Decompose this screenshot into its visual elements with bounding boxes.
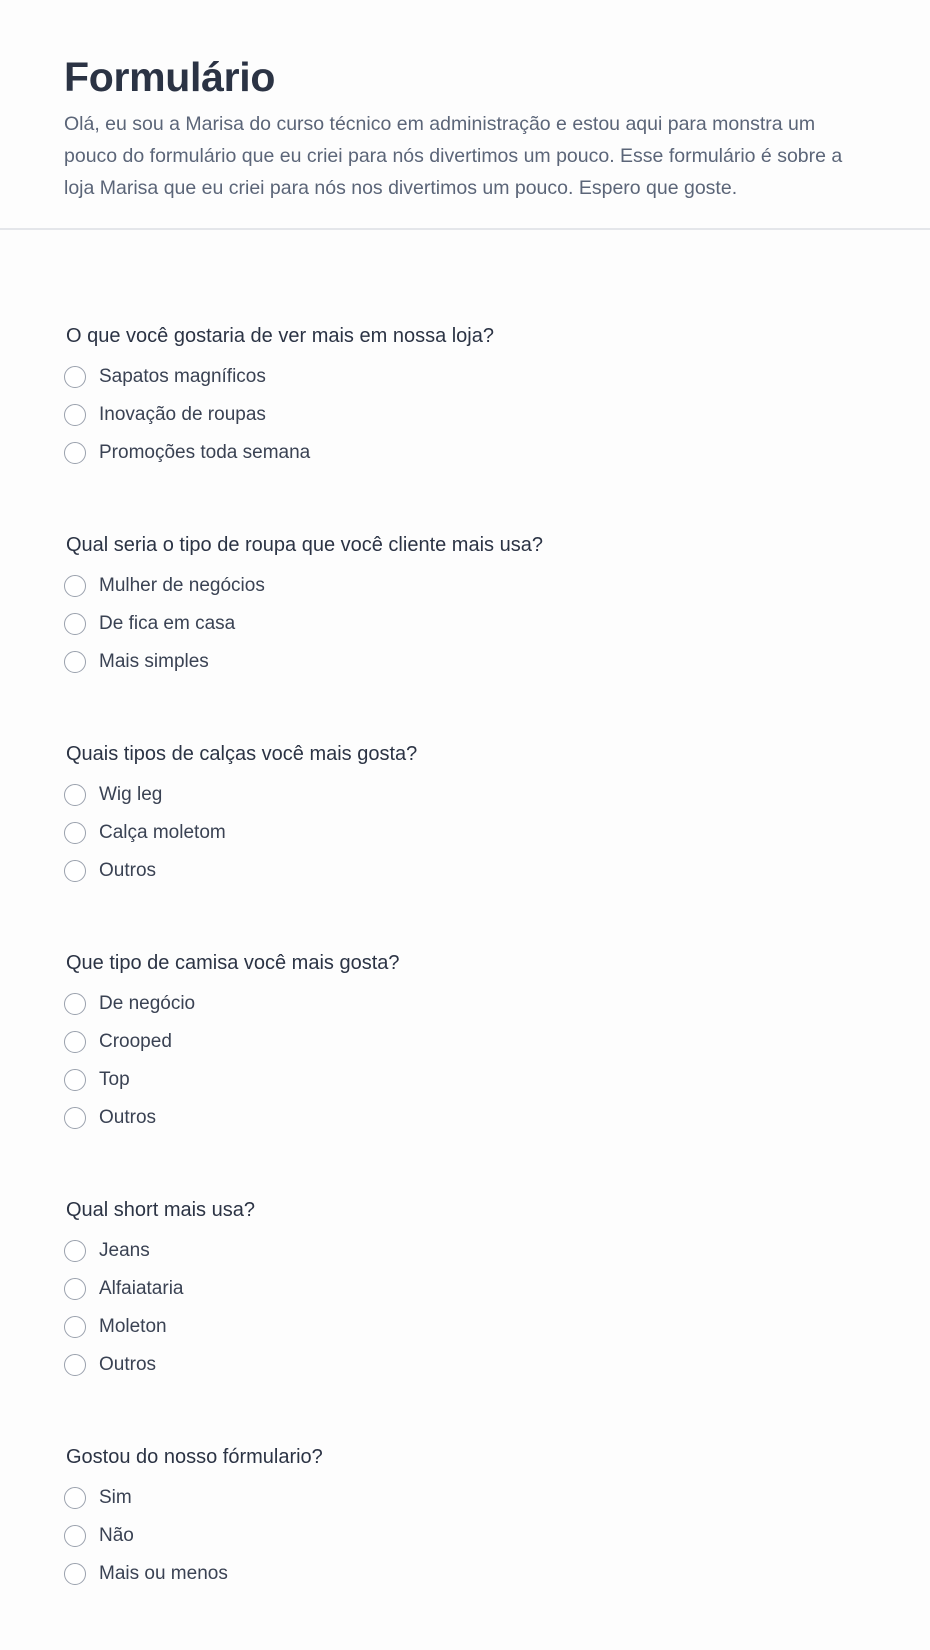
option-row[interactable] [64,1270,884,1308]
question-label: Qual seria o tipo de roupa que você cliente mais usa? [66,534,543,556]
option-label[interactable]: Outros [99,860,157,881]
radio-button[interactable] [64,860,86,882]
option-label[interactable]: De fica em casa [99,613,236,634]
radio-button[interactable] [64,613,86,635]
option-label[interactable]: Crooped [99,1031,172,1052]
radio-button[interactable] [64,1278,86,1300]
radio-button[interactable] [64,1031,86,1053]
form-title: Formulário [64,54,276,100]
radio-button[interactable] [64,1354,86,1376]
option-row[interactable] [64,814,884,852]
option-row[interactable] [64,1308,884,1346]
question-clothing-type [64,529,884,738]
form-description: Olá, eu sou a Marisa do curso técnico em administração e estou aqui para monstra um pouco do formulário que eu criei para nós divertimos um pouco. Esse formulário é sobre a loja Marisa que eu criei para nós nos divertimos um pouco. Espero que goste. [64,113,843,199]
option-row[interactable] [64,776,884,814]
option-row[interactable] [64,1555,884,1593]
question-label: O que você gostaria de ver mais em nossa loja? [66,325,494,347]
option-row[interactable] [64,605,884,643]
radio-button[interactable] [64,1240,86,1262]
radio-button[interactable] [64,1316,86,1338]
option-label[interactable]: Outros [99,1354,157,1375]
option-row[interactable] [64,1346,884,1384]
question-label: Qual short mais usa? [66,1199,255,1221]
option-label[interactable]: Alfaiataria [99,1278,184,1299]
radio-button[interactable] [64,1563,86,1585]
radio-button[interactable] [64,1069,86,1091]
option-row[interactable] [64,1479,884,1517]
option-row[interactable] [64,1023,884,1061]
option-label[interactable]: Wig leg [99,784,163,805]
option-row[interactable] [64,567,884,605]
option-label[interactable]: Outros [99,1107,157,1128]
option-label[interactable]: Calça moletom [99,822,226,843]
question-store-wishes [64,320,884,529]
radio-button[interactable] [64,575,86,597]
option-row[interactable] [64,1517,884,1555]
option-label[interactable]: Sapatos magníficos [99,366,266,387]
question-shirt-type [64,947,884,1194]
radio-button[interactable] [64,822,86,844]
option-label[interactable]: Promoções toda semana [99,442,311,463]
question-form-feedback [64,1441,884,1650]
radio-button[interactable] [64,993,86,1015]
option-row[interactable] [64,396,884,434]
radio-button[interactable] [64,784,86,806]
option-row[interactable] [64,434,884,472]
option-label[interactable]: De negócio [99,993,196,1014]
option-label[interactable]: Mais ou menos [99,1563,228,1584]
radio-button[interactable] [64,1487,86,1509]
option-row[interactable] [64,1232,884,1270]
form-header [0,0,930,230]
option-label[interactable]: Jeans [99,1240,150,1261]
option-label[interactable]: Top [99,1069,130,1090]
radio-button[interactable] [64,404,86,426]
option-row[interactable] [64,1061,884,1099]
option-row[interactable] [64,1099,884,1137]
option-label[interactable]: Moleton [99,1316,167,1337]
option-row[interactable] [64,985,884,1023]
question-pants-type [64,738,884,947]
option-label[interactable]: Sim [99,1487,132,1508]
question-label: Gostou do nosso fórmulario? [66,1446,323,1468]
question-shorts-type [64,1194,884,1441]
option-row[interactable] [64,852,884,890]
option-row[interactable] [64,643,884,681]
option-row[interactable] [64,358,884,396]
option-label[interactable]: Mais simples [99,651,209,672]
radio-button[interactable] [64,366,86,388]
question-label: Que tipo de camisa você mais gosta? [66,952,400,974]
question-label: Quais tipos de calças você mais gosta? [66,743,418,765]
radio-button[interactable] [64,1525,86,1547]
radio-button[interactable] [64,651,86,673]
questions-list [64,320,884,1650]
option-label[interactable]: Inovação de roupas [99,404,266,425]
option-label[interactable]: Não [99,1525,134,1546]
radio-button[interactable] [64,1107,86,1129]
radio-button[interactable] [64,442,86,464]
option-label[interactable]: Mulher de negócios [99,575,265,596]
